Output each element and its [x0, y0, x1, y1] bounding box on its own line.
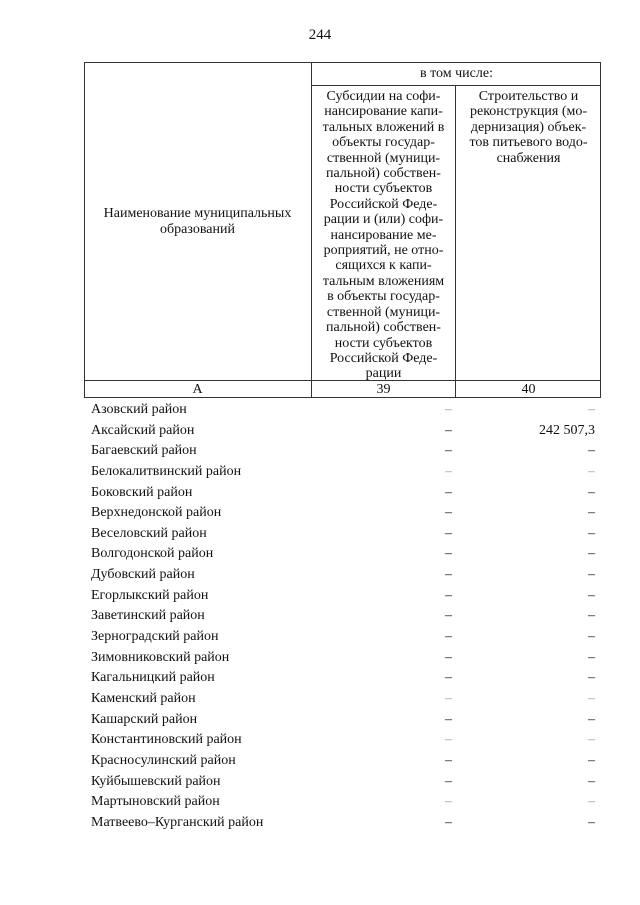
index-cell-a: А	[84, 381, 312, 398]
column-header-line: реконструкция (мо-	[469, 104, 588, 120]
table-row	[84, 524, 601, 545]
value-col-40: –	[588, 814, 595, 830]
value-col-40: –	[588, 690, 595, 706]
value-col-39: –	[445, 463, 452, 479]
value-col-39: –	[445, 567, 452, 583]
column-header-line: тальных вложений в	[322, 119, 445, 135]
value-col-39: –	[445, 525, 452, 541]
column-header-line: ности субъектов	[334, 335, 433, 351]
column-header-line: роприятий, не отно-	[323, 243, 444, 259]
municipality-name: Куйбышевский район	[91, 773, 221, 789]
column-header-line: нансирование ме-	[330, 227, 437, 243]
municipality-name: Дубовский район	[91, 567, 195, 583]
table-row	[84, 627, 601, 648]
column-header-line: Субсидии на софи-	[326, 89, 441, 104]
value-col-39: –	[445, 670, 452, 686]
value-col-40: –	[588, 773, 595, 789]
value-col-39: –	[445, 587, 452, 603]
municipality-name: Кашарский район	[91, 711, 198, 727]
municipality-name: Азовский район	[91, 402, 187, 417]
value-col-39: –	[445, 732, 452, 748]
value-col-40: –	[588, 608, 595, 624]
column-header-line: Российской Феде-	[329, 196, 438, 212]
value-col-39: –	[445, 402, 452, 417]
value-col-40: –	[588, 505, 595, 521]
column-header-40-water-supply	[456, 86, 601, 381]
value-col-39: –	[445, 505, 452, 521]
municipality-name: Мартыновский район	[91, 794, 220, 810]
column-header-line: Российской Феде-	[329, 350, 438, 366]
column-header-line: объекты государ-	[332, 135, 435, 151]
table-row	[84, 421, 601, 442]
index-cell-39: 39	[312, 381, 456, 398]
value-col-40: –	[588, 546, 595, 562]
column-header-line: нансирование капи-	[324, 104, 443, 120]
municipality-name: Белокалитвинский район	[91, 463, 242, 479]
table-row	[84, 606, 601, 627]
municipality-name: Каменский район	[91, 690, 196, 706]
municipality-name: Боковский район	[91, 484, 193, 500]
page-number: 244	[308, 27, 332, 43]
value-col-39: –	[445, 649, 452, 665]
column-header-line: тов питьевого водо-	[469, 135, 588, 151]
value-col-39: –	[445, 711, 452, 727]
municipality-name: Красносулинский район	[91, 752, 236, 768]
column-header-line: пальной) собствен-	[326, 320, 441, 336]
table-row	[84, 689, 601, 710]
table-row	[84, 503, 601, 524]
table-row	[84, 483, 601, 504]
value-col-40: –	[588, 649, 595, 665]
municipality-name: Аксайский район	[91, 422, 195, 438]
value-col-40: –	[588, 567, 595, 583]
column-header-line: ственной (муници-	[326, 150, 441, 166]
value-col-39: –	[445, 629, 452, 645]
table-row	[84, 792, 601, 813]
table-row	[84, 400, 601, 421]
table-row	[84, 565, 601, 586]
value-col-40: –	[588, 752, 595, 768]
value-col-39: –	[445, 422, 452, 438]
column-header-line: снабжения	[496, 150, 561, 166]
table-row	[84, 462, 601, 483]
value-col-39: –	[445, 690, 452, 706]
table-row	[84, 813, 601, 834]
municipality-name: Константиновский район	[91, 732, 242, 748]
column-header-municipality	[84, 62, 312, 381]
table-row	[84, 772, 601, 793]
value-col-40: 242 507,3	[539, 422, 595, 438]
value-col-40: –	[588, 402, 595, 417]
column-header-line: рации	[365, 366, 402, 382]
value-col-40: –	[588, 794, 595, 810]
value-col-39: –	[445, 814, 452, 830]
municipality-name: Багаевский район	[91, 443, 197, 459]
table-body	[84, 400, 601, 833]
index-cell-40: 40	[521, 382, 536, 397]
value-col-39: –	[445, 546, 452, 562]
municipality-name: Зимовниковский район	[91, 649, 230, 665]
column-header-line: в объекты государ-	[327, 289, 440, 305]
table-header	[84, 62, 601, 398]
column-header-line: рации и (или) софи-	[323, 212, 444, 228]
value-col-39: –	[445, 443, 452, 459]
value-col-40: –	[588, 484, 595, 500]
column-header-line: пальной) собствен-	[326, 166, 441, 182]
municipality-name: Егорлыкский район	[91, 587, 209, 603]
municipality-name: Верхнедонской район	[91, 505, 222, 521]
table-row	[84, 751, 601, 772]
column-group-header-including: в том числе:	[312, 62, 601, 86]
value-col-39: –	[445, 608, 452, 624]
column-header-line: дернизация) объек-	[470, 119, 587, 135]
value-col-40: –	[588, 587, 595, 603]
value-col-40: –	[588, 670, 595, 686]
municipality-name: Матвеево–Курганский район	[91, 814, 264, 830]
table-row	[84, 730, 601, 751]
value-col-39: –	[445, 752, 452, 768]
column-header-line: Строительство и	[478, 89, 579, 104]
value-col-40: –	[588, 711, 595, 727]
column-header-municipality-text: Наименование муниципальных образований	[103, 205, 292, 237]
column-header-39-subsidies	[312, 86, 456, 381]
municipality-name: Волгодонской район	[91, 546, 214, 562]
table-row	[84, 710, 601, 731]
municipality-name: Зерноградский район	[91, 629, 219, 645]
value-col-40: –	[588, 463, 595, 479]
column-header-line: тальным вложениям	[322, 273, 445, 289]
municipality-name: Кагальницкий район	[91, 670, 215, 686]
value-col-39: –	[445, 773, 452, 789]
value-col-40: –	[588, 525, 595, 541]
value-col-39: –	[445, 794, 452, 810]
column-header-line: сящихся к капи-	[335, 258, 432, 274]
value-col-39: –	[445, 484, 452, 500]
column-header-line: ности субъектов	[334, 181, 433, 197]
table-row	[84, 586, 601, 607]
table-row	[84, 668, 601, 689]
column-header-line: ственной (муници-	[326, 304, 441, 320]
municipality-name: Веселовский район	[91, 525, 207, 541]
municipality-name: Заветинский район	[91, 608, 205, 624]
value-col-40: –	[588, 629, 595, 645]
table-row	[84, 441, 601, 462]
table-row	[84, 544, 601, 565]
value-col-40: –	[588, 732, 595, 748]
table-row	[84, 648, 601, 669]
value-col-40: –	[588, 443, 595, 459]
